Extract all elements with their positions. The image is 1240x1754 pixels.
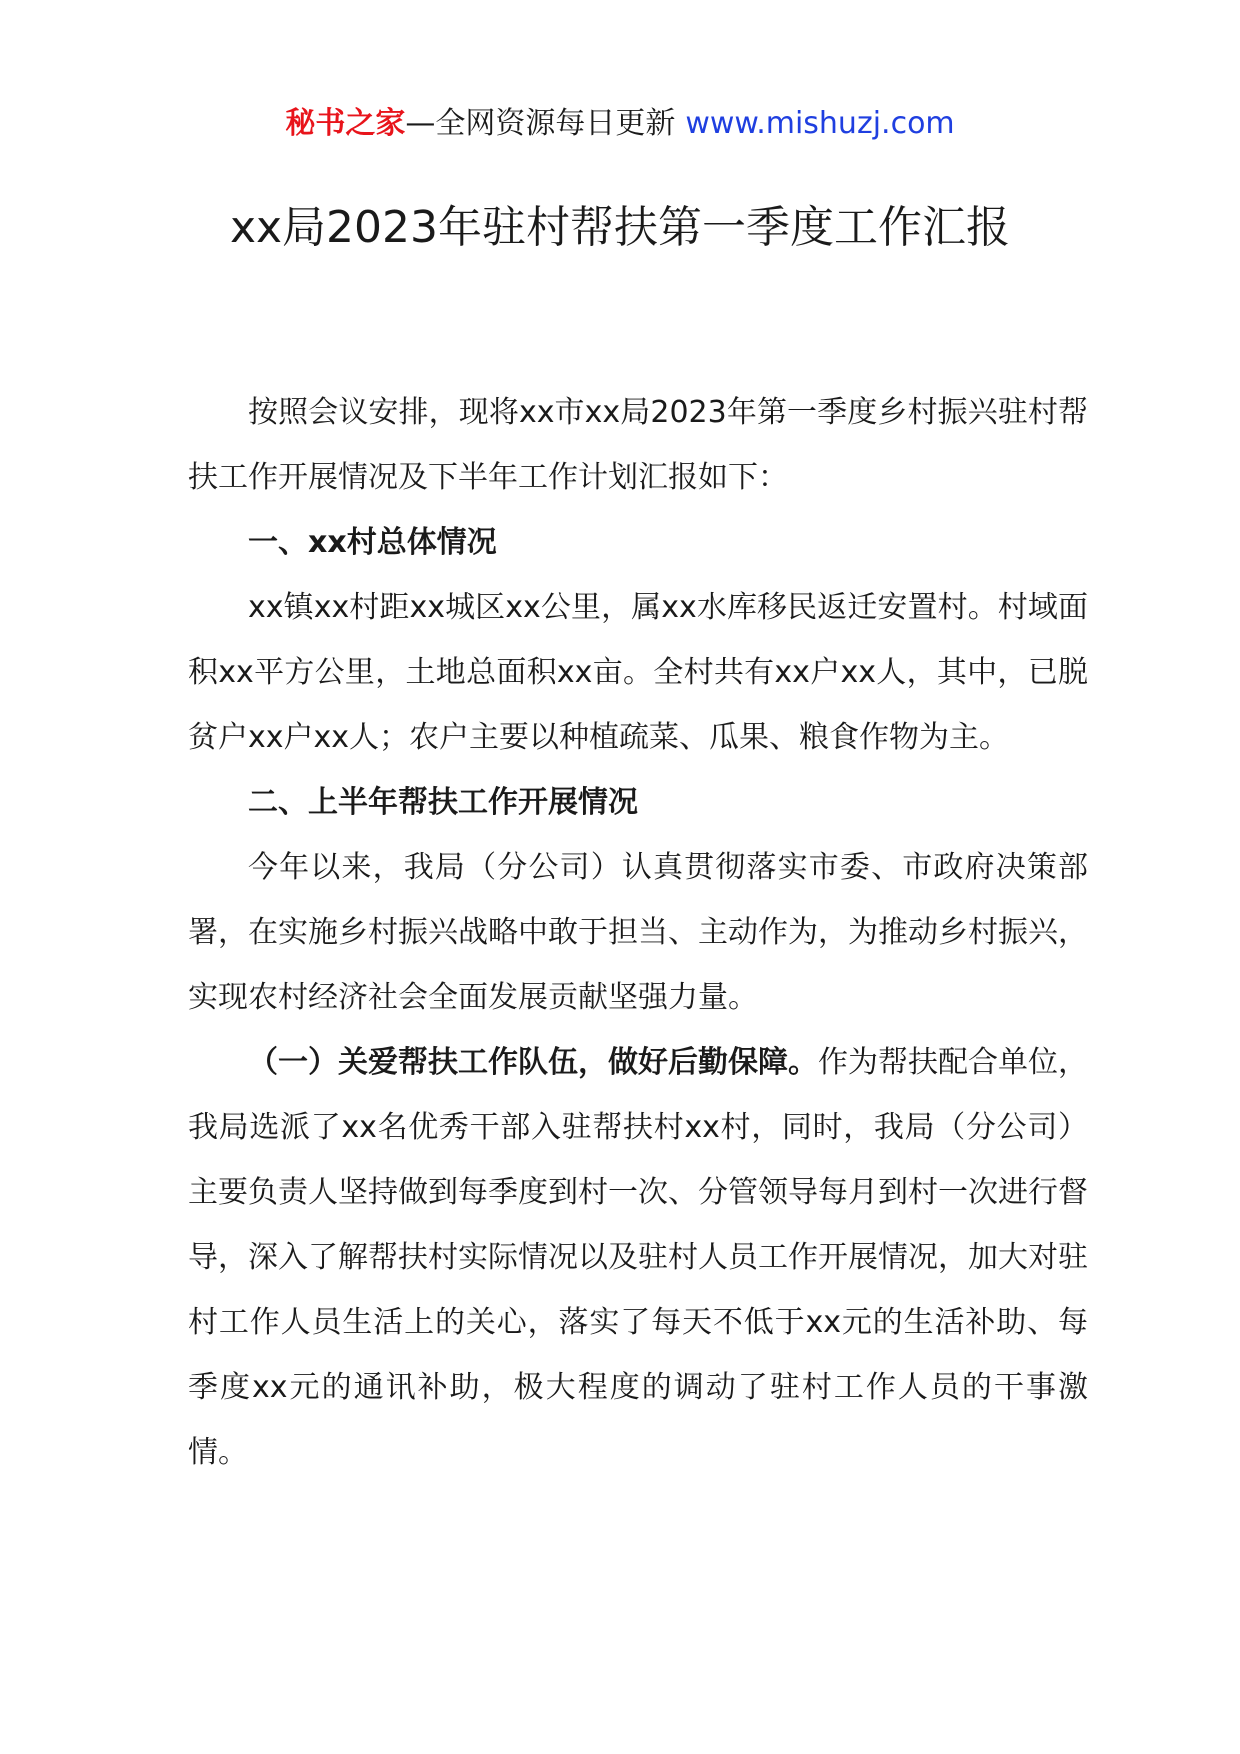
banner-brand: 秘书之家 bbox=[285, 106, 406, 141]
section-2-paragraph: 今年以来，我局（分公司）认真贯彻落实市委、市政府决策部署，在实施乡村振兴战略中敢于担当、主动作为，为推动乡村振兴，实现农村经济社会全面发展贡献坚强力量。 bbox=[188, 850, 1088, 1015]
section-heading-2: 二、上半年帮扶工作开展情况 bbox=[248, 785, 638, 820]
document-body bbox=[188, 380, 1088, 1485]
section-1-paragraph: xx镇xx村距xx城区xx公里，属xx水库移民返迁安置村。村域面积xx平方公里，土地总面积xx亩。全村共有xx户xx人，其中，已脱贫户xx户xx人；农户主要以种植疏菜、瓜果、粮食作物为主。 bbox=[188, 590, 1088, 755]
section-heading-1: 一、xx村总体情况 bbox=[248, 525, 497, 560]
document-title: xx局2023年驻村帮扶第一季度工作汇报 bbox=[229, 202, 1011, 253]
subsection-1-text: 作为帮扶配合单位，我局选派了xx名优秀干部入驻帮扶村xx村，同时，我局（分公司）主要负责人坚持做到每季度到村一次、分管领导每月到村一次进行督导，深入了解帮扶村实际情况以及驻村人员工作开展情况，加大对驻村工作人员生活上的关心，落实了每天不低于xx元的生活补助、每季度xx元的通讯补助，极大程度的调动了驻村工作人员的干事激情。 bbox=[188, 1045, 1088, 1470]
intro-paragraph: 按照会议安排，现将xx市xx局2023年第一季度乡村振兴驻村帮扶工作开展情况及下半年工作计划汇报如下： bbox=[188, 395, 1088, 495]
subsection-1-paragraph bbox=[188, 1030, 1088, 1485]
banner-url[interactable]: www.mishuzj.com bbox=[685, 106, 955, 141]
watermark-banner bbox=[0, 100, 1240, 148]
subsection-1-heading: （一）关爱帮扶工作队伍，做好后勤保障。 bbox=[248, 1045, 818, 1080]
banner-slogan: —全网资源每日更新 bbox=[405, 106, 676, 141]
